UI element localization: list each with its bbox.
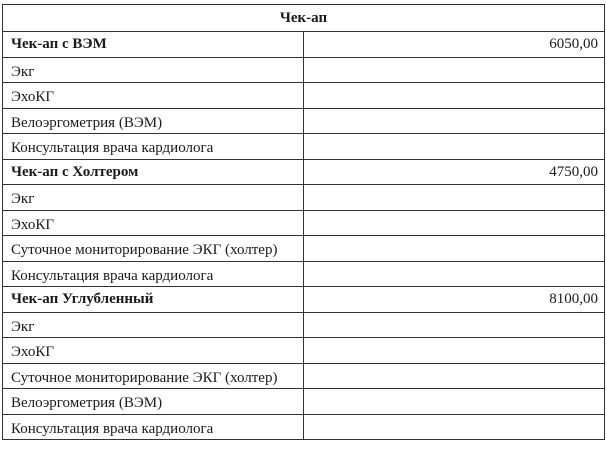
service-price <box>304 108 605 134</box>
service-name: Экг <box>3 57 304 83</box>
service-price <box>304 363 605 389</box>
service-row <box>3 363 605 389</box>
service-row <box>3 83 605 109</box>
package-name: Чек-ап с ВЭМ <box>3 32 304 58</box>
service-name: Консультация врача кардиолога <box>3 134 304 160</box>
service-row <box>3 389 605 415</box>
service-price <box>304 236 605 262</box>
package-row <box>3 159 605 185</box>
service-name: Суточное мониторирование ЭКГ (холтер) <box>3 363 304 389</box>
service-name: Суточное мониторирование ЭКГ (холтер) <box>3 236 304 262</box>
service-name: Велоэргометрия (ВЭМ) <box>3 108 304 134</box>
service-name: ЭхоКГ <box>3 210 304 236</box>
service-price <box>304 210 605 236</box>
package-price: 4750,00 <box>304 159 605 185</box>
service-price <box>304 83 605 109</box>
service-row <box>3 134 605 160</box>
service-price <box>304 185 605 211</box>
service-name: Велоэргометрия (ВЭМ) <box>3 389 304 415</box>
service-row <box>3 312 605 338</box>
price-table-body <box>3 5 605 440</box>
service-row <box>3 414 605 440</box>
service-name: Консультация врача кардиолога <box>3 414 304 440</box>
service-name: Экг <box>3 312 304 338</box>
service-name: ЭхоКГ <box>3 338 304 364</box>
service-row <box>3 108 605 134</box>
package-name: Чек-ап Углубленный <box>3 287 304 313</box>
table-title-row <box>3 5 605 32</box>
service-price <box>304 389 605 415</box>
service-name: ЭхоКГ <box>3 83 304 109</box>
service-price <box>304 261 605 287</box>
service-price <box>304 414 605 440</box>
service-row <box>3 338 605 364</box>
package-row <box>3 32 605 58</box>
service-price <box>304 57 605 83</box>
service-row <box>3 210 605 236</box>
package-price: 6050,00 <box>304 32 605 58</box>
service-price <box>304 134 605 160</box>
table-title: Чек-ап <box>3 5 605 32</box>
service-row <box>3 185 605 211</box>
service-row <box>3 236 605 262</box>
package-name: Чек-ап с Холтером <box>3 159 304 185</box>
service-price <box>304 338 605 364</box>
package-row <box>3 287 605 313</box>
service-name: Консультация врача кардиолога <box>3 261 304 287</box>
service-name: Экг <box>3 185 304 211</box>
service-row <box>3 261 605 287</box>
service-row <box>3 57 605 83</box>
service-price <box>304 312 605 338</box>
price-table <box>2 4 605 440</box>
package-price: 8100,00 <box>304 287 605 313</box>
